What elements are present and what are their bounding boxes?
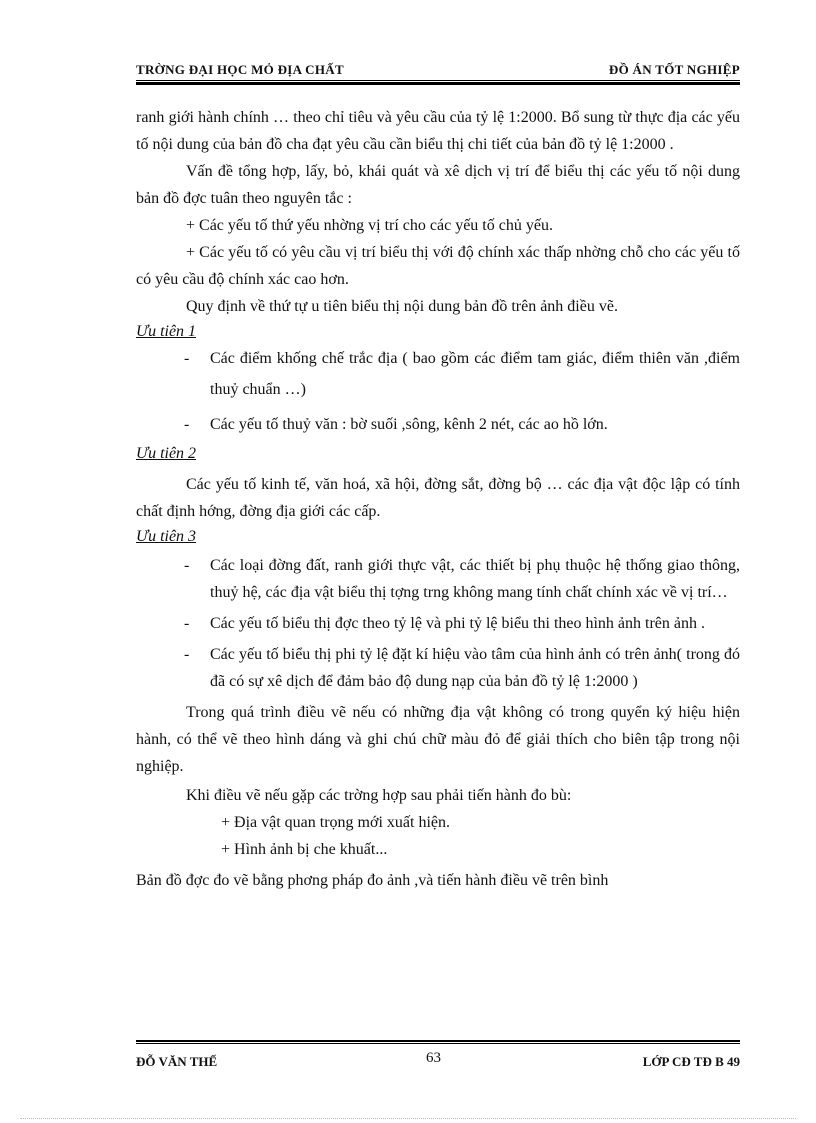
- document-body: [136, 104, 740, 894]
- footer-class: LỚP CĐ TĐ B 49: [642, 1054, 740, 1069]
- footer-rule: [136, 1040, 740, 1044]
- priority-3-item-text: Các yếu tố biểu thị phi tỷ lệ đặt kí hiệu vào tâm của hình ảnh có trên ảnh( trong đó đã có sự xê dịch để đảm bảo độ dung nạp của bản đồ tỷ lệ 1:2000 ): [210, 646, 740, 690]
- priority-3-item-text: Các yếu tố biểu thị đợc theo tỷ lệ và phi tỷ lệ biểu thi theo hình ảnh trên ảnh .: [210, 615, 706, 632]
- priority-1-item-text: Các điểm khống chế trắc địa ( bao gồm các điểm tam giác, điểm thiên văn ,điểm thuỷ chuẩn …): [210, 350, 740, 398]
- priority-1-item: [136, 411, 740, 438]
- dash-marker: -: [184, 646, 190, 663]
- priority-1-item: [136, 343, 740, 405]
- dash-marker: -: [184, 557, 190, 574]
- paragraph-1: ranh giới hành chính … theo chỉ tiêu và yêu cầu của tỷ lệ 1:2000. Bổ sung từ thực địa các yếu tố nội dung của bản đồ cha đạt yêu cầu cần biểu thị chi tiết của bản đồ tỷ lệ 1:2000 .: [136, 109, 740, 153]
- dash-marker: -: [184, 416, 190, 433]
- footer-author: ĐỖ VĂN THẾ: [136, 1054, 218, 1069]
- header-school: TRỜNG ĐẠI HỌC MỎ ĐỊA CHẤT: [136, 62, 344, 77]
- survey-item-2: + Hình ảnh bị che khuất...: [221, 841, 388, 858]
- paragraph-9: Bản đồ đợc đo vẽ bằng phơng pháp đo ảnh ,và tiến hành điều vẽ trên bình: [136, 872, 609, 889]
- survey-item-1: + Địa vật quan trọng mới xuất hiện.: [221, 814, 450, 831]
- priority-3-item: [136, 610, 740, 637]
- header-title: ĐỒ ÁN TỐT NGHIỆP: [608, 62, 740, 77]
- priority-2-heading: Ưu tiên 2: [136, 445, 197, 462]
- priority-3-item: [136, 641, 740, 695]
- dash-marker: -: [184, 615, 190, 632]
- paragraph-priority-intro: Quy định về thứ tự u tiên biểu thị nội dung bản đồ trên ảnh điều vẽ.: [186, 298, 618, 315]
- priority-3-item-text: Các loại đờng đất, ranh giới thực vật, các thiết bị phụ thuộc hệ thống giao thông, thuỷ hệ, các địa vật biểu thị tợng trng không mang tính chất chính xác về vị trí…: [210, 557, 740, 601]
- page-header: [136, 60, 740, 82]
- priority-3-item: [136, 552, 740, 606]
- page-number: 63: [426, 1050, 441, 1066]
- paragraph-2: Vấn đề tổng hợp, lấy, bỏ, khái quát và xê dịch vị trí để biểu thị các yếu tố nội dung bản đồ đợc tuân theo nguyên tắc :: [136, 163, 740, 207]
- page-footer: [136, 1050, 740, 1072]
- priority-3-heading: Ưu tiên 3: [136, 528, 197, 545]
- priority-1-item-text: Các yếu tố thuỷ văn : bờ suối ,sông, kênh 2 nét, các ao hồ lớn.: [210, 416, 608, 433]
- rule-item-1: + Các yếu tố thứ yếu nhờng vị trí cho các yếu tố chủ yếu.: [186, 217, 553, 234]
- header-rule: [136, 80, 740, 85]
- rule-item-2: + Các yếu tố có yêu cầu vị trí biểu thị với độ chính xác thấp nhờng chỗ cho các yếu tố có yêu cầu độ chính xác cao hơn.: [136, 244, 740, 288]
- paragraph-8: Khi điều vẽ nếu gặp các trờng hợp sau phải tiến hành đo bù:: [186, 787, 572, 804]
- paragraph-priority-2: Các yếu tố kinh tế, văn hoá, xã hội, đờng sắt, đờng bộ … các địa vật độc lập có tính chất định hớng, đờng địa giới các cấp.: [136, 476, 740, 520]
- priority-1-heading: Ưu tiên 1: [136, 323, 197, 340]
- dash-marker: -: [184, 350, 190, 367]
- paragraph-7: Trong quá trình điều vẽ nếu có những địa vật không có trong quyển ký hiệu hiện hành, có thể vẽ theo hình dáng và ghi chú chữ màu đỏ để giải thích cho biên tập trong nội nghiệp.: [136, 704, 740, 775]
- page-edge-dotted-line: [20, 1118, 796, 1119]
